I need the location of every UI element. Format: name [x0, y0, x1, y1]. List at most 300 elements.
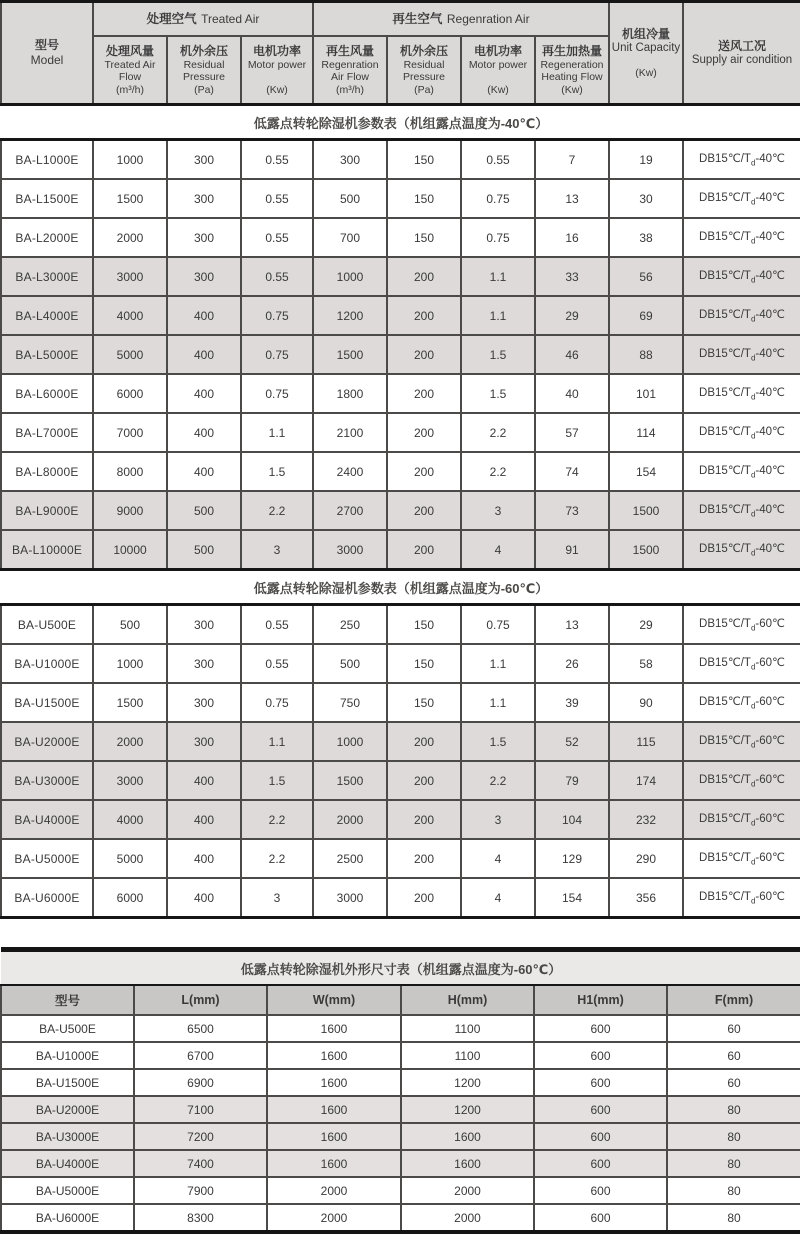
cell-supply-condition: $DB15℃/T_d-60℃$ — [683, 761, 800, 800]
cell-value: 700 — [313, 218, 387, 257]
cell-value: 2.2 — [241, 839, 313, 878]
section-title: 低露点转轮除湿机参数表（机组露点温度为-40℃） — [1, 105, 800, 140]
cell-value: 4000 — [93, 800, 167, 839]
cell-value: 79 — [535, 761, 609, 800]
dim-l-header: L(mm) — [134, 985, 267, 1015]
cell-value: 3000 — [313, 878, 387, 918]
spec-row — [1, 257, 800, 296]
section-title-row — [1, 570, 800, 605]
cell-value: 0.75 — [241, 374, 313, 413]
cell-value: 1500 — [93, 683, 167, 722]
cell-value: 200 — [387, 335, 461, 374]
dim-row — [1, 1204, 800, 1232]
cell-value: 400 — [167, 452, 241, 491]
cell-value: 1000 — [313, 722, 387, 761]
cell-dimension: 600 — [534, 1096, 667, 1123]
cell-value: 1.1 — [241, 413, 313, 452]
cell-value: 2000 — [313, 800, 387, 839]
spec-row — [1, 800, 800, 839]
cell-value: 8000 — [93, 452, 167, 491]
cell-value: 0.55 — [241, 179, 313, 218]
cell-model: BA-L2000E — [1, 218, 93, 257]
cell-value: 69 — [609, 296, 683, 335]
cell-value: 3000 — [313, 530, 387, 570]
spec-row — [1, 140, 800, 180]
cell-value: 52 — [535, 722, 609, 761]
cell-value: 154 — [609, 452, 683, 491]
cell-model: BA-U2000E — [1, 1096, 134, 1123]
cell-value: 300 — [167, 140, 241, 180]
cell-value: 300 — [313, 140, 387, 180]
cell-value: 500 — [167, 491, 241, 530]
spec-row — [1, 761, 800, 800]
cell-supply-condition: $DB15℃/T_d-40℃$ — [683, 257, 800, 296]
cell-value: 33 — [535, 257, 609, 296]
cell-value: 150 — [387, 179, 461, 218]
cell-dimension: 6900 — [134, 1069, 267, 1096]
cell-dimension: 600 — [534, 1042, 667, 1069]
cell-supply-condition: $DB15℃/T_d-40℃$ — [683, 413, 800, 452]
supply-condition-header — [683, 2, 800, 105]
cell-value: 3 — [241, 530, 313, 570]
cell-supply-condition: $DB15℃/T_d-60℃$ — [683, 683, 800, 722]
cell-model: BA-U3000E — [1, 1123, 134, 1150]
cell-dimension: 7200 — [134, 1123, 267, 1150]
cell-dimension: 8300 — [134, 1204, 267, 1232]
cell-value: 232 — [609, 800, 683, 839]
treated-motor-header: 电机功率 Motor power (Kw) — [241, 36, 313, 105]
unit-capacity-en: Unit Capacity — [611, 41, 681, 54]
cell-value: 500 — [313, 179, 387, 218]
cell-value: 40 — [535, 374, 609, 413]
treated-air-group-header — [93, 2, 313, 37]
dimensions-table-header — [1, 950, 800, 1016]
cell-value: 0.75 — [461, 179, 535, 218]
cell-value: 58 — [609, 644, 683, 683]
cell-model: BA-U1500E — [1, 1069, 134, 1096]
cell-model: BA-U6000E — [1, 1204, 134, 1232]
cell-dimension: 80 — [667, 1177, 800, 1204]
spec-row — [1, 296, 800, 335]
cell-model: BA-L6000E — [1, 374, 93, 413]
cell-supply-condition: $DB15℃/T_d-40℃$ — [683, 530, 800, 570]
dim-row — [1, 1150, 800, 1177]
cell-value: 29 — [609, 605, 683, 645]
spec-row — [1, 374, 800, 413]
cell-dimension: 600 — [534, 1150, 667, 1177]
dim-title-row — [1, 950, 800, 986]
cell-value: 0.55 — [241, 605, 313, 645]
cell-supply-condition: $DB15℃/T_d-60℃$ — [683, 839, 800, 878]
cell-value: 56 — [609, 257, 683, 296]
cell-dimension: 7100 — [134, 1096, 267, 1123]
spec-row — [1, 491, 800, 530]
cell-value: 300 — [167, 179, 241, 218]
cell-value: 200 — [387, 257, 461, 296]
cell-model: BA-U6000E — [1, 878, 93, 918]
dim-colhead-row — [1, 985, 800, 1015]
cell-model: BA-U3000E — [1, 761, 93, 800]
header-group-row — [1, 2, 800, 37]
supply-condition-en: Supply air condition — [691, 53, 793, 66]
cell-value: 6000 — [93, 374, 167, 413]
cell-value: 300 — [167, 644, 241, 683]
dim-w-header: W(mm) — [267, 985, 401, 1015]
cell-dimension: 80 — [667, 1204, 800, 1232]
cell-value: 2.2 — [241, 800, 313, 839]
spec-row — [1, 605, 800, 645]
model-label-zh: 型号 — [34, 38, 59, 53]
cell-dimension: 60 — [667, 1015, 800, 1042]
cell-dimension: 60 — [667, 1042, 800, 1069]
cell-model: BA-L5000E — [1, 335, 93, 374]
cell-supply-condition: $DB15℃/T_d-40℃$ — [683, 374, 800, 413]
cell-value: 300 — [167, 605, 241, 645]
cell-dimension: 2000 — [401, 1177, 534, 1204]
dim-table-body — [1, 1015, 800, 1232]
spec-row — [1, 530, 800, 570]
spec-row — [1, 878, 800, 918]
cell-dimension: 2000 — [401, 1204, 534, 1232]
unit-capacity-header — [609, 2, 683, 105]
cell-value: 500 — [167, 530, 241, 570]
cell-value: 5000 — [93, 335, 167, 374]
cell-value: 400 — [167, 374, 241, 413]
regen-motor-header: 电机功率 Motor power (Kw) — [461, 36, 535, 105]
cell-value: 3 — [241, 878, 313, 918]
cell-dimension: 1600 — [401, 1123, 534, 1150]
cell-value: 200 — [387, 761, 461, 800]
model-column-header — [1, 2, 93, 105]
cell-value: 200 — [387, 530, 461, 570]
cell-value: 6000 — [93, 878, 167, 918]
cell-value: 1.5 — [461, 374, 535, 413]
cell-value: 1000 — [313, 257, 387, 296]
spec-row — [1, 218, 800, 257]
cell-value: 1200 — [313, 296, 387, 335]
cell-value: 1800 — [313, 374, 387, 413]
cell-model: BA-L7000E — [1, 413, 93, 452]
cell-value: 73 — [535, 491, 609, 530]
cell-value: 0.55 — [241, 218, 313, 257]
cell-value: 1.5 — [241, 761, 313, 800]
cell-value: 7000 — [93, 413, 167, 452]
cell-value: 2700 — [313, 491, 387, 530]
cell-dimension: 7900 — [134, 1177, 267, 1204]
cell-value: 200 — [387, 452, 461, 491]
cell-value: 400 — [167, 296, 241, 335]
cell-value: 1.1 — [461, 296, 535, 335]
cell-value: 0.75 — [461, 605, 535, 645]
cell-value: 30 — [609, 179, 683, 218]
cell-supply-condition: $DB15℃/T_d-40℃$ — [683, 452, 800, 491]
cell-value: 88 — [609, 335, 683, 374]
cell-value: 129 — [535, 839, 609, 878]
section-title-row — [1, 105, 800, 140]
cell-dimension: 1600 — [267, 1123, 401, 1150]
cell-dimension: 80 — [667, 1150, 800, 1177]
cell-dimension: 600 — [534, 1015, 667, 1042]
spec-row — [1, 335, 800, 374]
cell-value: 9000 — [93, 491, 167, 530]
cell-value: 0.55 — [461, 140, 535, 180]
cell-value: 90 — [609, 683, 683, 722]
cell-model: BA-L8000E — [1, 452, 93, 491]
cell-value: 0.75 — [241, 296, 313, 335]
cell-supply-condition: $DB15℃/T_d-60℃$ — [683, 878, 800, 918]
cell-value: 1000 — [93, 140, 167, 180]
dim-h1-header: H1(mm) — [534, 985, 667, 1015]
cell-dimension: 1600 — [267, 1069, 401, 1096]
cell-value: 4000 — [93, 296, 167, 335]
cell-value: 150 — [387, 140, 461, 180]
cell-value: 29 — [535, 296, 609, 335]
cell-value: 4 — [461, 878, 535, 918]
cell-value: 400 — [167, 800, 241, 839]
supply-condition-zh: 送风工况 — [717, 38, 766, 53]
cell-value: 3000 — [93, 257, 167, 296]
regen-air-zh: 再生空气 — [392, 12, 443, 26]
cell-value: 0.55 — [241, 644, 313, 683]
cell-value: 2.2 — [461, 452, 535, 491]
cell-model: BA-L1000E — [1, 140, 93, 180]
spec-table-header — [1, 2, 800, 105]
cell-value: 150 — [387, 218, 461, 257]
cell-value: 200 — [387, 491, 461, 530]
model-label-en: Model — [30, 53, 64, 68]
cell-value: 1.5 — [461, 335, 535, 374]
cell-supply-condition: $DB15℃/T_d-40℃$ — [683, 179, 800, 218]
cell-supply-condition: $DB15℃/T_d-40℃$ — [683, 296, 800, 335]
cell-value: 3000 — [93, 761, 167, 800]
dim-f-header: F(mm) — [667, 985, 800, 1015]
cell-value: 2000 — [93, 722, 167, 761]
cell-supply-condition: $DB15℃/T_d-60℃$ — [683, 644, 800, 683]
regen-heating-header: 再生加热量 Regeneration Heating Flow (Kw) — [535, 36, 609, 105]
dim-table-title: 低露点转轮除湿机外形尺寸表（机组露点温度为-60℃） — [1, 950, 800, 986]
cell-value: 26 — [535, 644, 609, 683]
cell-value: 1.1 — [461, 644, 535, 683]
cell-value: 13 — [535, 179, 609, 218]
cell-value: 101 — [609, 374, 683, 413]
cell-value: 250 — [313, 605, 387, 645]
cell-value: 39 — [535, 683, 609, 722]
cell-value: 150 — [387, 683, 461, 722]
cell-dimension: 1200 — [401, 1069, 534, 1096]
cell-value: 3 — [461, 800, 535, 839]
cell-model: BA-U1000E — [1, 1042, 134, 1069]
regen-air-en: Regenration Air — [446, 12, 530, 26]
cell-dimension: 600 — [534, 1123, 667, 1150]
cell-supply-condition: $DB15℃/T_d-40℃$ — [683, 140, 800, 180]
cell-supply-condition: $DB15℃/T_d-40℃$ — [683, 218, 800, 257]
cell-value: 115 — [609, 722, 683, 761]
cell-value: 400 — [167, 335, 241, 374]
treated-air-en: Treated Air — [201, 12, 260, 26]
cell-value: 4 — [461, 530, 535, 570]
cell-dimension: 1200 — [401, 1096, 534, 1123]
cell-value: 104 — [535, 800, 609, 839]
cell-model: BA-U500E — [1, 605, 93, 645]
cell-value: 300 — [167, 683, 241, 722]
cell-dimension: 600 — [534, 1204, 667, 1232]
cell-dimension: 80 — [667, 1096, 800, 1123]
cell-dimension: 1600 — [401, 1150, 534, 1177]
unit-capacity-zh: 机组冷量 — [621, 26, 670, 41]
cell-dimension: 1100 — [401, 1015, 534, 1042]
cell-value: 2500 — [313, 839, 387, 878]
cell-value: 1.5 — [461, 722, 535, 761]
cell-value: 2.2 — [461, 413, 535, 452]
cell-model: BA-U1500E — [1, 683, 93, 722]
cell-value: 300 — [167, 218, 241, 257]
cell-model: BA-L1500E — [1, 179, 93, 218]
cell-value: 0.75 — [241, 335, 313, 374]
cell-dimension: 80 — [667, 1123, 800, 1150]
dimensions-table — [0, 947, 800, 1234]
cell-value: 1.5 — [241, 452, 313, 491]
cell-dimension: 60 — [667, 1069, 800, 1096]
cell-value: 154 — [535, 878, 609, 918]
cell-value: 16 — [535, 218, 609, 257]
cell-value: 3 — [461, 491, 535, 530]
cell-dimension: 1100 — [401, 1042, 534, 1069]
cell-value: 4 — [461, 839, 535, 878]
cell-dimension: 600 — [534, 1069, 667, 1096]
cell-dimension: 600 — [534, 1177, 667, 1204]
cell-value: 1.1 — [241, 722, 313, 761]
cell-value: 1500 — [313, 335, 387, 374]
cell-supply-condition: $DB15℃/T_d-40℃$ — [683, 491, 800, 530]
cell-value: 500 — [93, 605, 167, 645]
cell-supply-condition: $DB15℃/T_d-60℃$ — [683, 722, 800, 761]
cell-value: 2.2 — [461, 761, 535, 800]
cell-value: 74 — [535, 452, 609, 491]
cell-model: BA-U1000E — [1, 644, 93, 683]
cell-value: 200 — [387, 413, 461, 452]
treated-air-zh: 处理空气 — [146, 12, 197, 26]
main-table-body — [1, 105, 800, 918]
cell-value: 400 — [167, 878, 241, 918]
cell-value: 46 — [535, 335, 609, 374]
cell-value: 2000 — [93, 218, 167, 257]
regen-pressure-header: 机外余压 Residual Pressure (Pa) — [387, 36, 461, 105]
cell-value: 200 — [387, 296, 461, 335]
spec-row — [1, 683, 800, 722]
cell-value: 0.75 — [461, 218, 535, 257]
cell-value: 7 — [535, 140, 609, 180]
spec-row — [1, 452, 800, 491]
cell-supply-condition: $DB15℃/T_d-60℃$ — [683, 800, 800, 839]
cell-model: BA-U4000E — [1, 1150, 134, 1177]
cell-value: 1500 — [93, 179, 167, 218]
cell-dimension: 2000 — [267, 1204, 401, 1232]
cell-model: BA-U500E — [1, 1015, 134, 1042]
spec-row — [1, 179, 800, 218]
spec-row — [1, 644, 800, 683]
cell-value: 200 — [387, 722, 461, 761]
cell-value: 300 — [167, 722, 241, 761]
cell-model: BA-L3000E — [1, 257, 93, 296]
cell-supply-condition: $DB15℃/T_d-60℃$ — [683, 605, 800, 645]
cell-value: 2400 — [313, 452, 387, 491]
cell-value: 356 — [609, 878, 683, 918]
spec-row — [1, 413, 800, 452]
cell-value: 174 — [609, 761, 683, 800]
cell-dimension: 1600 — [267, 1015, 401, 1042]
cell-value: 400 — [167, 839, 241, 878]
dim-row — [1, 1069, 800, 1096]
cell-value: 150 — [387, 605, 461, 645]
cell-value: 10000 — [93, 530, 167, 570]
dim-row — [1, 1123, 800, 1150]
cell-dimension: 1600 — [267, 1096, 401, 1123]
spec-row — [1, 722, 800, 761]
treated-flow-header: 处理风量 Treated Air Flow (m³/h) — [93, 36, 167, 105]
cell-value: 1.1 — [461, 683, 535, 722]
cell-model: BA-U5000E — [1, 839, 93, 878]
cell-value: 0.55 — [241, 257, 313, 296]
cell-value: 290 — [609, 839, 683, 878]
cell-value: 57 — [535, 413, 609, 452]
cell-model: BA-U5000E — [1, 1177, 134, 1204]
cell-model: BA-L4000E — [1, 296, 93, 335]
dim-model-header: 型号 — [1, 985, 134, 1015]
cell-value: 2100 — [313, 413, 387, 452]
dim-row — [1, 1042, 800, 1069]
regen-flow-header: 再生风量 Regenration Air Flow (m³/h) — [313, 36, 387, 105]
cell-value: 200 — [387, 374, 461, 413]
cell-value: 19 — [609, 140, 683, 180]
section-title: 低露点转轮除湿机参数表（机组露点温度为-60℃） — [1, 570, 800, 605]
cell-value: 2.2 — [241, 491, 313, 530]
cell-value: 200 — [387, 878, 461, 918]
cell-value: 1500 — [609, 491, 683, 530]
cell-value: 38 — [609, 218, 683, 257]
cell-supply-condition: $DB15℃/T_d-40℃$ — [683, 335, 800, 374]
cell-dimension: 6500 — [134, 1015, 267, 1042]
cell-value: 1500 — [609, 530, 683, 570]
treated-pressure-header: 机外余压 Residual Pressure (Pa) — [167, 36, 241, 105]
regen-air-group-header — [313, 2, 609, 37]
cell-value: 750 — [313, 683, 387, 722]
cell-value: 300 — [167, 257, 241, 296]
dim-row — [1, 1015, 800, 1042]
cell-value: 91 — [535, 530, 609, 570]
cell-model: BA-L10000E — [1, 530, 93, 570]
dim-row — [1, 1096, 800, 1123]
cell-value: 200 — [387, 800, 461, 839]
cell-dimension: 1600 — [267, 1042, 401, 1069]
cell-value: 400 — [167, 413, 241, 452]
cell-value: 1.1 — [461, 257, 535, 296]
cell-value: 114 — [609, 413, 683, 452]
cell-dimension: 1600 — [267, 1150, 401, 1177]
dim-h-header: H(mm) — [401, 985, 534, 1015]
cell-value: 5000 — [93, 839, 167, 878]
cell-value: 1000 — [93, 644, 167, 683]
cell-value: 200 — [387, 839, 461, 878]
unit-capacity-unit: (Kw) — [635, 67, 657, 80]
cell-value: 150 — [387, 644, 461, 683]
spec-row — [1, 839, 800, 878]
cell-model: BA-U4000E — [1, 800, 93, 839]
cell-dimension: 7400 — [134, 1150, 267, 1177]
cell-value: 500 — [313, 644, 387, 683]
cell-value: 0.75 — [241, 683, 313, 722]
cell-dimension: 6700 — [134, 1042, 267, 1069]
cell-model: BA-L9000E — [1, 491, 93, 530]
